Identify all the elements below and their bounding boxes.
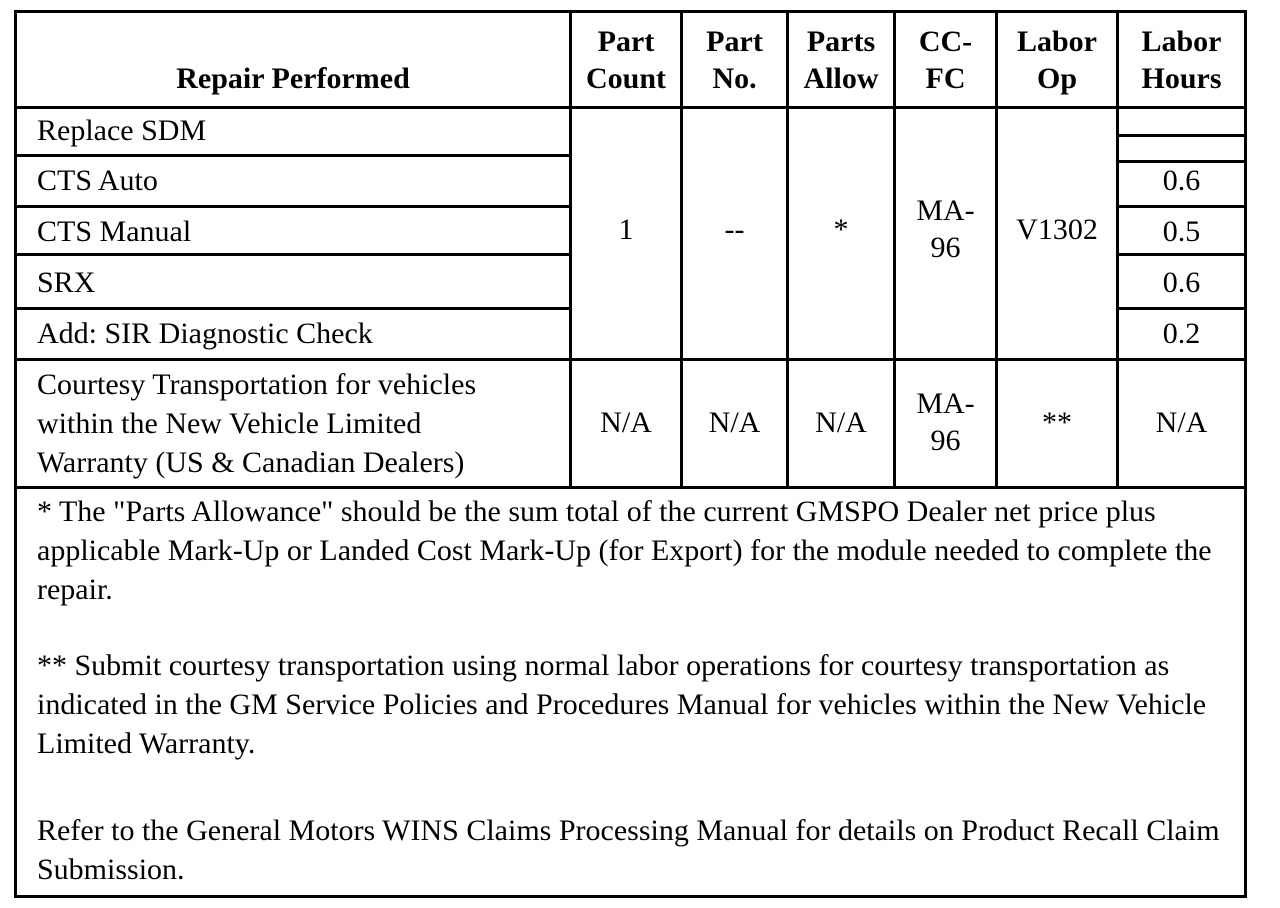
repair-label: CTS Auto — [37, 164, 158, 197]
part-count-value: 1 — [618, 213, 634, 246]
frame-bottom — [14, 895, 1247, 898]
col-header-repair-performed: Repair Performed — [176, 62, 410, 95]
courtesy-parts-allow: N/A — [815, 406, 867, 439]
hours-sep — [1116, 205, 1247, 208]
cc-fc-line: 96 — [930, 424, 961, 457]
col-header-part-no: Part No. — [706, 25, 763, 95]
cc-fc-line: MA- — [916, 387, 975, 420]
part-no-value: -- — [724, 213, 745, 246]
repair-label: CTS Manual — [37, 215, 192, 248]
labor-hours-value: 0.5 — [1162, 215, 1201, 248]
cc-fc-line: MA- — [916, 194, 975, 227]
col-header-parts-allow: Parts Allow — [803, 25, 879, 95]
frame-top — [14, 10, 1247, 13]
cc-fc-value — [896, 192, 995, 266]
labor-hours-value: 0.2 — [1162, 317, 1201, 350]
labor-hours-value: 0.6 — [1162, 266, 1201, 299]
hours-sep — [1116, 134, 1247, 137]
courtesy-part-count: N/A — [600, 406, 652, 439]
courtesy-label-line: within the New Vehicle Limited — [37, 407, 422, 440]
row-sep — [14, 205, 571, 208]
repair-label: SRX — [37, 266, 96, 299]
courtesy-part-no: N/A — [708, 406, 761, 439]
repair-label: Replace SDM — [37, 114, 207, 147]
col-header-cc-fc: CC- FC — [918, 25, 973, 95]
hours-sep — [1116, 307, 1247, 310]
row-sep — [14, 253, 571, 256]
courtesy-label — [37, 365, 476, 482]
header-divider — [14, 106, 1247, 109]
note-parts-allowance: * The "Parts Allowance" should be the sum total of the current GMSPO Dealer net price plus applicable Mark-Up or Landed Cost Mark-Up (for Export) for the module needed to complete the repair. — [37, 495, 1212, 606]
hours-sep — [1116, 253, 1247, 256]
courtesy-labor-op: ** — [1042, 406, 1072, 439]
labor-op-value: V1302 — [1016, 213, 1098, 246]
col-header-labor-op: Labor Op — [1016, 25, 1097, 95]
cc-fc-line: 96 — [930, 231, 961, 264]
courtesy-label-line: Courtesy Transportation for vehicles — [37, 368, 477, 401]
repair-label: Add: SIR Diagnostic Check — [37, 317, 373, 350]
section-divider — [14, 358, 1247, 361]
col-header-labor-hours: Labor Hours — [1141, 25, 1222, 95]
col-header-part-count: Part Count — [585, 25, 667, 95]
courtesy-label-line: Warranty (US & Canadian Dealers) — [37, 446, 465, 479]
note-refer-manual: Refer to the General Motors WINS Claims Processing Manual for details on Product Recall Claim Submission. — [37, 814, 1220, 886]
row-sep — [14, 154, 571, 157]
note-courtesy-transport: ** Submit courtesy transportation using normal labor operations for courtesy transportation as indicated in the GM Service Policies and Procedures Manual for vehicles within the New Vehicle Limited Warranty. — [37, 649, 1207, 760]
row-sep — [14, 307, 571, 310]
labor-hours-value: 0.6 — [1162, 164, 1201, 197]
table-bottom — [14, 486, 1247, 489]
parts-allow-value: * — [833, 213, 849, 246]
courtesy-cc-fc — [896, 385, 995, 459]
frame-right — [1244, 10, 1247, 898]
courtesy-labor-hours: N/A — [1155, 406, 1208, 439]
frame-left — [14, 10, 17, 898]
